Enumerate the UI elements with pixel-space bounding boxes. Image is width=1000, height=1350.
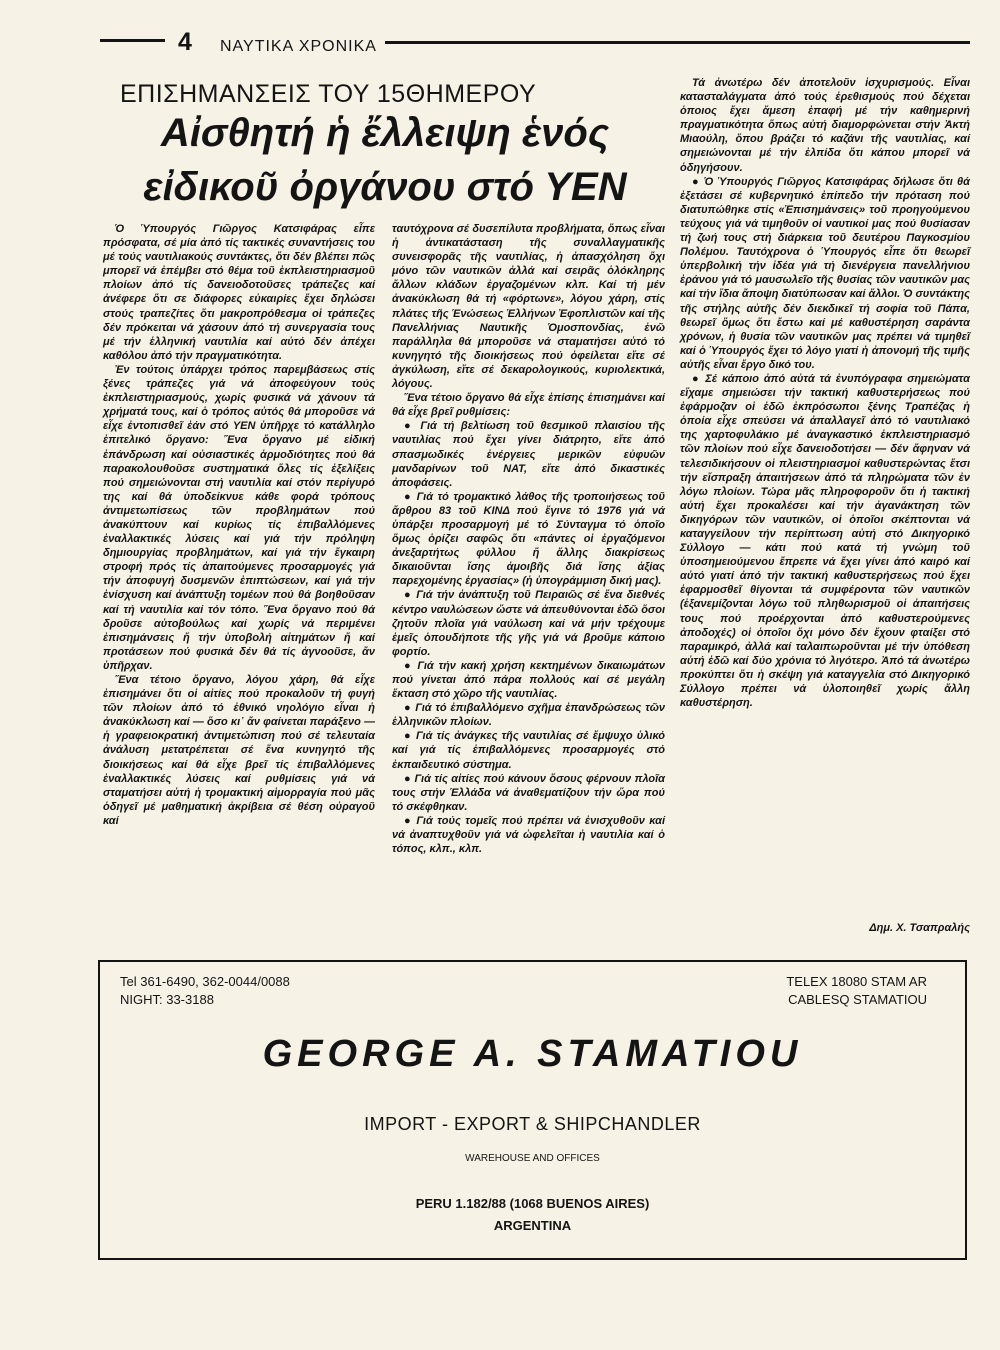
ad-company-name: GEORGE A. STAMATIOU [262,1033,803,1075]
section-kicker: ΕΠΙΣΗΜΑΝΣΕΙΣ ΤΟΥ 15ΘΗΜΕΡΟΥ [120,80,537,108]
ad-business-type: IMPORT - EXPORT & SHIPCHANDLER [364,1114,701,1134]
header-rule-left [100,39,165,42]
bullet-paragraph: ● Γιά τίς αἰτίες πού κάνουν ὅσους φέρνουν πλοῖα τους στήν Ἑλλάδα νά ἀναθεματίζουν τήν ὥρα πού τό σκέφθηκαν. [392,772,665,813]
bullet-paragraph: ● Γιά τό τρομακτικό λάθος τῆς τροποιήσεως τοῦ ἄρθρου 83 τοῦ ΚΙΝΔ πού ἔγινε τό 1976 γιά νά ὑπάρξει προσαρμογή μέ τό Σύνταγμα τό ὁποῖο ὅμως ὁρίζει σαφῶς ὅτι «πάντες οἱ ἐργαζόμενοι ἀνεξαρτήτως φύλλου ἤ ἄλλης διακρίσεως δικαιοῦνται ἴσης ἀμοιβῆς διά ἴσης ἀξίας παρεχομένης ἐργασίας» (ἡ ὑπογράμμιση δική μας). [392,490,665,588]
article-column-1 [103,222,375,828]
page-number: 4 [178,28,192,56]
bullet-paragraph: ● Γιά τούς τομεῖς πού πρέπει νά ἐνισχυθοῦν καί νά ἀναπτυχθοῦν γιά νά ὠφελεῖται ἡ ναυτιλία καί ὁ τόπος, κλπ., κλπ. [392,814,665,856]
article-column-3 [680,76,970,710]
bullet-paragraph: ● Γιά τό ἐπιβαλλόμενο σχῆμα ἐπανδρώσεως τῶν ἑλληνικῶν πλοίων. [392,702,665,729]
bullet-paragraph: ● Γιά τίς ἀνάγκες τῆς ναυτιλίας σέ ἔμψυχο ὑλικό καί γιά τίς ἐπιβαλλόμενες προσαρμογές στό ἐκπαιδευτικό σύστημα. [392,730,665,771]
paragraph: Ὁ Ὑπουργός Γιῶργος Κατσιφάρας εἶπε πρόσφατα, σέ μία ἀπό τίς τακτικές συναντήσεις του μέ τούς ναυτιλιακούς συντάκτες, ὅτι δέν βλέπει πῶς μπορεῖ νά ἐπέμβει στό θέμα τοῦ ἐκπλειστηριασμοῦ πλοίων ἀπό τίς δανειοδοτοῦσες τράπεζες καί ἀνέφερε ὅτι σε διάφορες εὐκαιρίες ἔχει δηλώσει στούς τραπεζίτες ὅτι μακροπρόθεσμα οἱ τράπεζες δέν πρόκειται νά χάσουν ἀπό τή συνεργασία τους μέ τήν ἑλληνική ναυτιλία καί αὐτό δέν ἀπέχει καθόλου ἀπό τήν πραγματικότητα. [103,223,375,362]
ad-night-phone: NIGHT: 33-3188 [120,992,214,1007]
advertisement-box [98,960,967,1260]
paragraph: ταυτόχρονα σέ δυσεπίλυτα προβλήματα, ὅπως εἶναι ἡ ἀντικατάσταση τῆς συναλλαγματικῆς συνεισφορᾶς τῆς ναυτιλίας, ἡ ἀπασχόληση ὄχι μόνο τῶν ναυτικῶν ἀλλά καί σειρᾶς ὁλόκληρης ἄλλων κλάδων ἐργαζομένων κλπ. Καί τή μέν ἀνακύκλωση θά τή «φόρτωνε», λόγου χάρη, στίς πλάτες τῆς Ἑνώσεως Ἑλλήνων Ἐφοπλιστῶν καί τῆς Πανελλήνιας Ναυτικῆς Ὁμοσπονδίας, ἐνῶ παράλληλα θά μποροῦσε νά σταματήσει αὐτό τό κυνηγητό τῆς διοικήσεως πού ὀφείλεται εἴτε σέ ἀγκύλωση, εἴτε σέ δεκαρολογικούς, κυριολεκτικά, λόγους. [392,223,665,391]
header-rule-right [385,41,970,44]
paragraph: Τά ἀνωτέρω δέν ἀποτελοῦν ἰσχυρισμούς. Εἶναι κατασταλάγματα ἀπό τούς ἐρεθισμούς πού δέχεται ὁποιος ἔχει ἄμεση ἐπαφή μέ τήν καθημερινή πραγματικότητα ὅπως αὐτή διαμορφώνεται στήν Ἀκτή Μιαούλη, ὅπου βράζει τό καζάνι τῆς ναυτιλίας, καί σημειώνονται μέ τήν ἐλπίδα ὅτι κάπου μπορεῖ νά ὁδηγήσουν. [680,77,970,174]
bullet-paragraph: ● Σέ κάποιο ἀπό αὐτά τά ἐνυπόγραφα σημειώματα εἴχαμε σημειώσει τήν τακτική καθυστερήσεως πού ἐφάρμοζαν οἱ ἐδῶ ἐκπρόσωποι ξένης Τραπέζας ἡ ὁποία εἶχε σπεύσει νά ἀπαλλαγεῖ ἀπό τό ναυτιλιακό της χαρτοφυλάκιο μέ ἀναγκαστικό ἐκπλειστηριασμό τῶν πλοίων πού εἶχε δανειοδοτήσει — δέν ἄφηναν νά τελεσιδικήσουν οἱ πλειστηριασμοί καθυστερώντας ἔτσι τήν εἴσπραξη ἀπαιτήσεων ἀπό τά πληρώματα τῶν ἐν λόγω πλοίων. Τώρα μᾶς πληροφοροῦν ὅτι ἡ τακτική αὐτή ἔχει προκαλέσει καί τήν ἀγανάκτηση τῶν δικηγόρων τῶν ναυτικῶν, οἱ ὁποῖοι σκέπτονται νά καταγγείλουν τήν περίπτωση αὐτή στό Δικηγορικό Σύλλογο — κάτι πού κατά τή γνώμη τοῦ ὑποσημειούμενου ἔπρεπε νά ἔχει γίνει ἀπό καιρό καί αὐτό γιατί ἀπό τήν τακτική καθυστερήσεως πού ἔχει ἐφαρμοσθεῖ θίγονται τά συμφέροντα τῶν ναυτικῶν (ἐξανεμίζονται λόγω τοῦ πληθωρισμοῦ οἱ ἀπαιτήσεις τους πού προέρχονται ἀπό καθυστερούμενες ἀποδοχές) οἱ ὁποῖοι ὄχι μόνο δέν ἔχουν φταίξει στό παραμικρό, ἀλλά καί ταλαιπωροῦνται μέ τήν ὑπόθεση αὐτή ἐδῶ καί δύο χρόνια τό λιγότερο. Ἀπό τά ἀνωτέρω προκύπτει ὅτι ἡ σκέψη γιά καταγγελία στό Δικηγορικό Σύλλογο πρέπει νά ὑλοποιηθεῖ χωρίς ἄλλη καθυστέρηση. [680,372,970,710]
ad-address: PERU 1.182/88 (1068 BUENOS AIRES) [415,1196,650,1211]
paragraph: Ἐν τούτοις ὑπάρχει τρόπος παρεμβάσεως στίς ξένες τράπεζες γιά νά ἀποφεύγουν τούς ἐκπλειστηριασμούς, χωρίς φυσικά νά χάνουν τά χρήματά τους, καί ὁ τρόπος αὐτός θά μποροῦσε νά εἶχε ἐντοπισθεῖ ἐάν στό ΥΕΝ ὑπῆρχε τό κατάλληλο ἐπιτελικό ὄργανο: Ἕνα ὄργανο μέ εἰδική ἐπάνδρωση καί οὐσιαστικές ἁρμοδιότητες πού θά παρακολουθοῦσε συστηματικά ὅλες τίς ἐξελίξεις πού σημειώνονται στή ναυτιλία καί στόν περίγυρό της καί θά ὑποδείκνυε κάθε φορά τρόπους ἀντιμετωπίσεως τῶν προβλημάτων πού ἀνακύπτουν καί κυρίως τίς ἐπιβαλλόμενες ἐναλλακτικές λύσεις καί γιά τήν πρόληψη δημιουργίας προβλημάτων, καί γιά τήν ἔγκαιρη στροφή πρός τίς ἀπαιτούμενες προσαρμογές γιά τήν ἀποφυγή δυσμενῶν ἐπιπτώσεων, καί γιά τήν ἐνίσχυση καί ἀνάπτυξη τομέων πού θά βοηθοῦσαν καί τή ναυτιλία καί τόν τόπο. Ἕνα ὄργανο πού θά δροῦσε αὐτοβούλως καί χωρίς νά περιμένει ἐπισημάνσεις ἤ τήν ὑποβολή αἰτημάτων ἤ καί προτάσεων πού φυσικά δέν θά τίς ἀγνοοῦσε, ἄν ὑπῆρχαν. [103,363,375,672]
article-headline [105,106,665,214]
paragraph: Ἕνα τέτοιο ὄργανο, λόγου χάρη, θά εἶχε ἐπισημάνει ὅτι οἱ αἰτίες πού προκαλοῦν τή φυγή τῶν πλοίων ἀπό τό ἐθνικό νηολόγιο εἶναι ἡ ἀνακύκλωση καί — ὅσο κι᾿ ἄν φαίνεται παράξενο — ἡ γραφειοκρατική ἀντιμετώπιση πού σέ τελευταία ἀνάλυση μετατρέπεται σέ ἕνα κυνηγητό τῆς διοικήσεως καί θά εἶχε βρεῖ τίς ἐπιβαλλόμενες ἐναλλακτικές λύσεις καί ρυθμίσεις γιά νά σταματήσει αὐτή ἡ τρομακτική αἱμορραγία πού μᾶς ὁδηγεῖ μέ μαθηματική ἀκρίβεια σέ θέση οὐραγοῦ καί [103,674,375,827]
bullet-paragraph: ● Γιά τήν κακή χρήση κεκτημένων δικαιωμάτων πού γίνεται ἀπό πάρα πολλούς καί σέ μεγάλη ἔκταση στό χῶρο τῆς ναυτιλίας. [392,659,665,701]
headline-line-1: Αἰσθητή ἡ ἔλλειψη ἑνός [160,111,610,155]
bullet-paragraph: ● Γιά τή βελτίωση τοῦ θεσμικοῦ πλαισίου τῆς ναυτιλίας πού ἔχει γίνει διάτρητο, εἴτε ἀπό σπασμωδικές ἐνέργειες μερικῶν εὐφυῶν μανδαρίνων τοῦ ΝΑΤ, εἴτε ἀπό δικαστικές ἀποφάσεις. [392,420,665,489]
author-byline: Δημ. Χ. Τσαπραλής [869,922,970,934]
bullet-paragraph: ● Γιά τήν ἀνάπτυξη τοῦ Πειραιῶς σέ ἕνα διεθνές κέντρο ναυλώσεων ὥστε νά ἀπευθύνονται ἐδῶ ὅσοι ζητοῦν πλοῖα γιά ναύλωση καί νά μήν τρέχουμε ἐμεῖς ὁπουδήποτε τῆς γῆς γιά νά βροῦμε κάποιο φορτίο. [392,589,665,658]
ad-warehouse-line: WAREHOUSE AND OFFICES [465,1153,600,1164]
ad-cable: CABLESQ STAMATIOU [788,992,927,1007]
publication-title: ΝΑΥΤΙΚΑ ΧΡΟΝΙΚΑ [220,38,377,55]
headline-line-2: εἰδικοῦ ὀργάνου στό ΥΕΝ [143,165,627,209]
article-column-2 [392,222,665,856]
ad-telephone: Tel 361-6490, 362-0044/0088 [120,974,290,989]
bullet-paragraph: ● Ὁ Ὑπουργός Γιῶργος Κατσιφάρας δήλωσε ὅτι θά ἐξετάσει σέ κυβερνητικό ἐπίπεδο τήν πρόταση πού διατυπώθηκε στίς «Ἐπισημάνσεις» τοῦ προηγούμενου τεύχους γιά νά τιμηθοῦν οἱ ναυτικοί μας πού θυσίασαν τή ζωή τους στή διάρκεια τοῦ δευτέρου Παγκοσμίου Πολέμου. Ταυτόχρονα ὁ Ὑπουργός εἶπε ὅτι θεωρεῖ ὑπερβολική τήν ἰδέα γιά τή διενέργεια πανελλήνιου ἐράνου γιά τό μαυσωλεῖο τῆς θυσίας τῶν ναυτικῶν μας καί τήν ἴδια ἄποψη διατύπωσαν καί ἄλλοι. Ὁ συντάκτης τῆς στήλης αὐτῆς δέν διεκδικεῖ τή σοφία τοῦ Πάπα, θεωρεῖ ὅμως ὅτι ἔστω καί μέ καθυστέρηση σαράντα χρόνων, ἡ θυσία τῶν ναυτικῶν μας πρέπει νά τιμηθεῖ καί ὁ Ὑπουργός ἔχει τό λόγο γιατί ἡ ἀπονομή τῆς τιμῆς αὐτῆς εἶναι ἔργο δικό του. [680,175,970,371]
paragraph: Ἕνα τέτοιο ὄργανο θά εἶχε ἐπίσης ἐπισημάνει καί θά εἶχε βρεῖ ρυθμίσεις: [392,392,665,419]
ad-telex: TELEX 18080 STAM AR [786,974,927,989]
ad-country: ARGENTINA [493,1218,572,1233]
